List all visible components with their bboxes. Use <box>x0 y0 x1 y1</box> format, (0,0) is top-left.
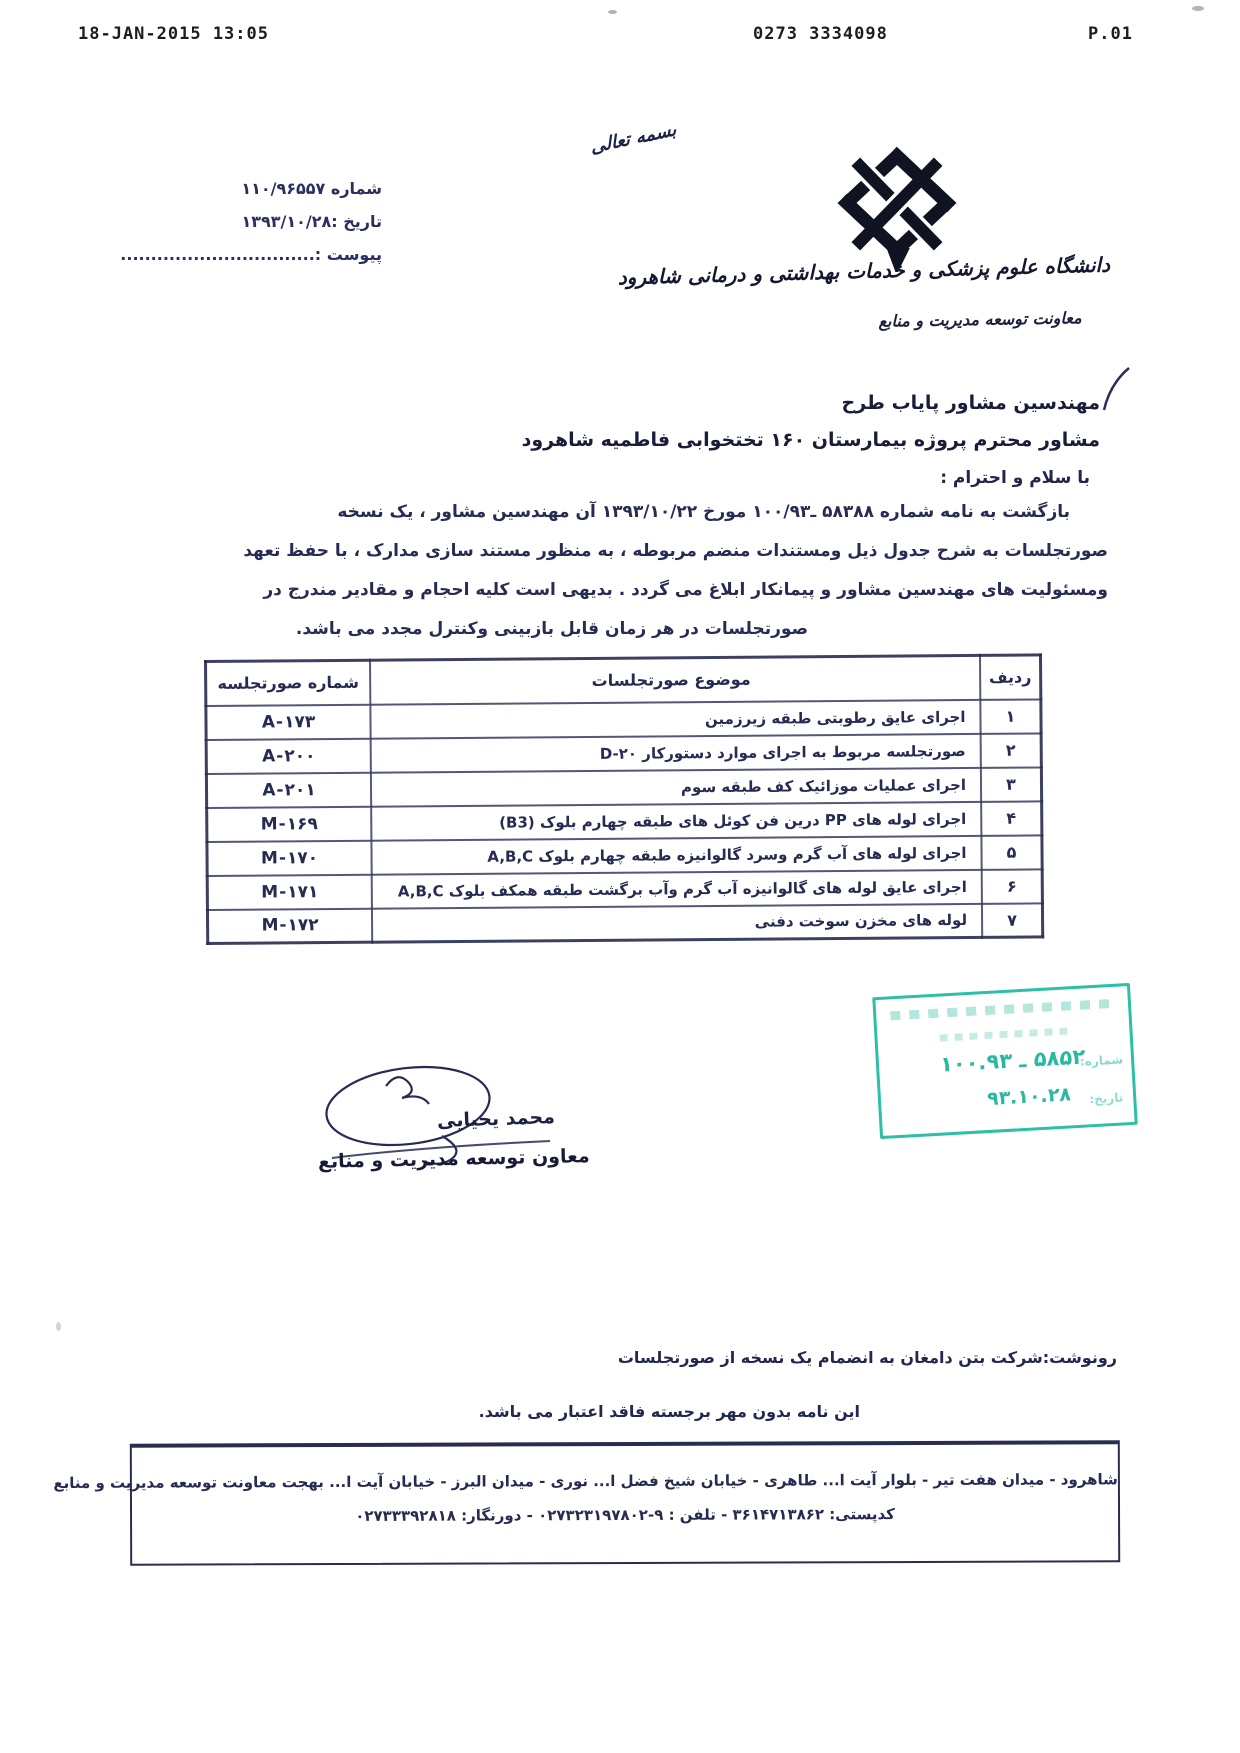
row-code: A-۲۰۱ <box>206 772 371 807</box>
footer-contact: کدپستی: ۳۶۱۴۷۱۳۸۶۲ - تلفن : ۹-۰۲۷۳۲۳۱۹۷۸۰۲ - دورنگار: ۰۲۷۳۳۳۹۲۸۱۸ <box>355 1505 895 1525</box>
row-code: M-۱۶۹ <box>207 806 372 841</box>
letter-meta <box>120 172 382 271</box>
row-number: ۱ <box>980 699 1041 733</box>
stamp-number-label: شماره: <box>1079 1052 1124 1069</box>
recipient-line1: مهندسین مشاور پایاب طرح <box>841 392 1100 414</box>
bismillah-text: بسمه تعالی <box>589 118 678 159</box>
row-number: ۲ <box>981 733 1042 767</box>
row-subject: اجرای عایق رطوبتی طبقه زیرزمین <box>370 699 980 738</box>
row-subject: اجرای عایق لوله های گالوانیزه آب گرم وآب برگشت طبقه همکف بلوک A,B,C <box>372 869 982 908</box>
row-subject: اجرای لوله های آب گرم وسرد گالوانیزه طبقه چهارم بلوک A,B,C <box>371 835 981 874</box>
stamp-faint-scribble <box>890 999 1116 1021</box>
footer-address-box <box>53 1440 1120 1565</box>
row-number: ۷ <box>982 903 1043 937</box>
scan-speck <box>608 10 617 14</box>
table-header-row <box>206 655 1041 706</box>
recipient-line2: مشاور محترم پروژه بیمارستان ۱۶۰ تختخوابی فاطمیه شاهرود <box>521 429 1100 451</box>
header-row-number: ردیف <box>980 655 1041 699</box>
signatory-name: محمد یحیایی <box>436 1105 556 1133</box>
body-line-3: ومسئولیت های مهندسین مشاور و پیمانکار ابلاغ می گردد . بدیهی است کلیه احجام و مقادیر مندرج در <box>263 580 1108 600</box>
stamp-date-value: ۹۳.۱۰.۲۸ <box>986 1083 1072 1111</box>
signatory-title: معاون توسعه مدیریت و منابع <box>317 1145 590 1173</box>
letter-date: تاریخ :۱۳۹۳/۱۰/۲۸ <box>241 212 382 231</box>
stamp-date-label: تاریخ: <box>1089 1090 1124 1107</box>
fax-datetime: 18-JAN-2015 13:05 <box>78 24 269 44</box>
header-minutes-code: شماره صورتجلسه <box>206 660 371 705</box>
cc-note: رونوشت:شرکت بتن دامغان به انضمام یک نسخه از صورتجلسات <box>617 1348 1117 1367</box>
body-line-2: صورتجلسات به شرح جدول ذیل ومستندات منضم مربوطه ، به منظور مستند سازی مدارک ، با حفظ تعهد <box>243 541 1108 561</box>
fax-page-indicator: P.01 <box>1088 24 1133 44</box>
row-code: M-۱۷۲ <box>207 908 372 943</box>
footer-address: شاهرود - میدان هفت تیر - بلوار آیت ا... طاهری - خیابان شیخ فضل ا... نوری - میدان البرز - خیابان آیت ا... بهجت معاونت توسعه مدیریت و منابع <box>53 1470 1118 1492</box>
stamp-number-value: ۵۸۵۲ ـ ۱۰۰.۹۳ <box>939 1044 1086 1077</box>
letter-number: شماره ۱۱۰/۹۶۵۵۷ <box>241 179 382 198</box>
row-code: M-۱۷۰ <box>207 840 372 875</box>
scan-speck <box>56 1322 61 1331</box>
table-row <box>207 903 1042 944</box>
deputy-name: معاونت توسعه مدیریت و منابع <box>878 308 1082 331</box>
row-subject: اجرای عملیات موزائیک کف طبقه سوم <box>371 767 981 806</box>
row-subject: اجرای لوله های PP درین فن کوئل های طبقه چهارم بلوک ‎(B3)‎ <box>371 801 981 840</box>
row-number: ۶ <box>982 869 1043 903</box>
row-number: ۳ <box>981 767 1042 801</box>
row-subject: لوله های مخزن سوخت دفنی <box>372 903 982 942</box>
body-line-1: بازگشت به نامه شماره ۵۸۳۸۸ ـ۱۰۰/۹۳ مورخ ۱۳۹۳/۱۰/۲۲ آن مهندسین مشاور ، یک نسخه <box>337 502 1070 522</box>
minutes-table <box>204 653 1044 945</box>
pen-mark <box>1098 364 1134 414</box>
body-line-4: صورتجلسات در هر زمان قابل بازبینی وکنترل مجدد می باشد. <box>295 619 808 639</box>
row-code: A-۲۰۰ <box>206 738 371 773</box>
fax-sender-number: 0273 3334098 <box>753 24 888 44</box>
university-name: دانشگاه علوم پزشکی و خدمات بهداشتی و درمانی شاهرود <box>617 252 1111 290</box>
row-number: ۵ <box>981 835 1042 869</box>
row-code: M-۱۷۱ <box>207 874 372 909</box>
university-logo-icon <box>836 146 958 272</box>
header-subject: موضوع صورتجلسات <box>370 655 980 704</box>
scan-speck <box>1192 6 1204 11</box>
salutation: با سلام و احترام : <box>940 468 1090 488</box>
letter-attachment: پیوست :................................ <box>120 245 382 264</box>
row-number: ۴ <box>981 801 1042 835</box>
validity-note: این نامه بدون مهر برجسته فاقد اعتبار می باشد. <box>478 1402 860 1421</box>
secretariat-stamp <box>872 983 1138 1139</box>
row-code: A-۱۷۳ <box>206 704 371 739</box>
stamp-faint-scribble <box>939 1027 1067 1041</box>
row-subject: صورتجلسه مربوط به اجرای موارد دستورکار D-‎۲۰ <box>371 733 981 772</box>
